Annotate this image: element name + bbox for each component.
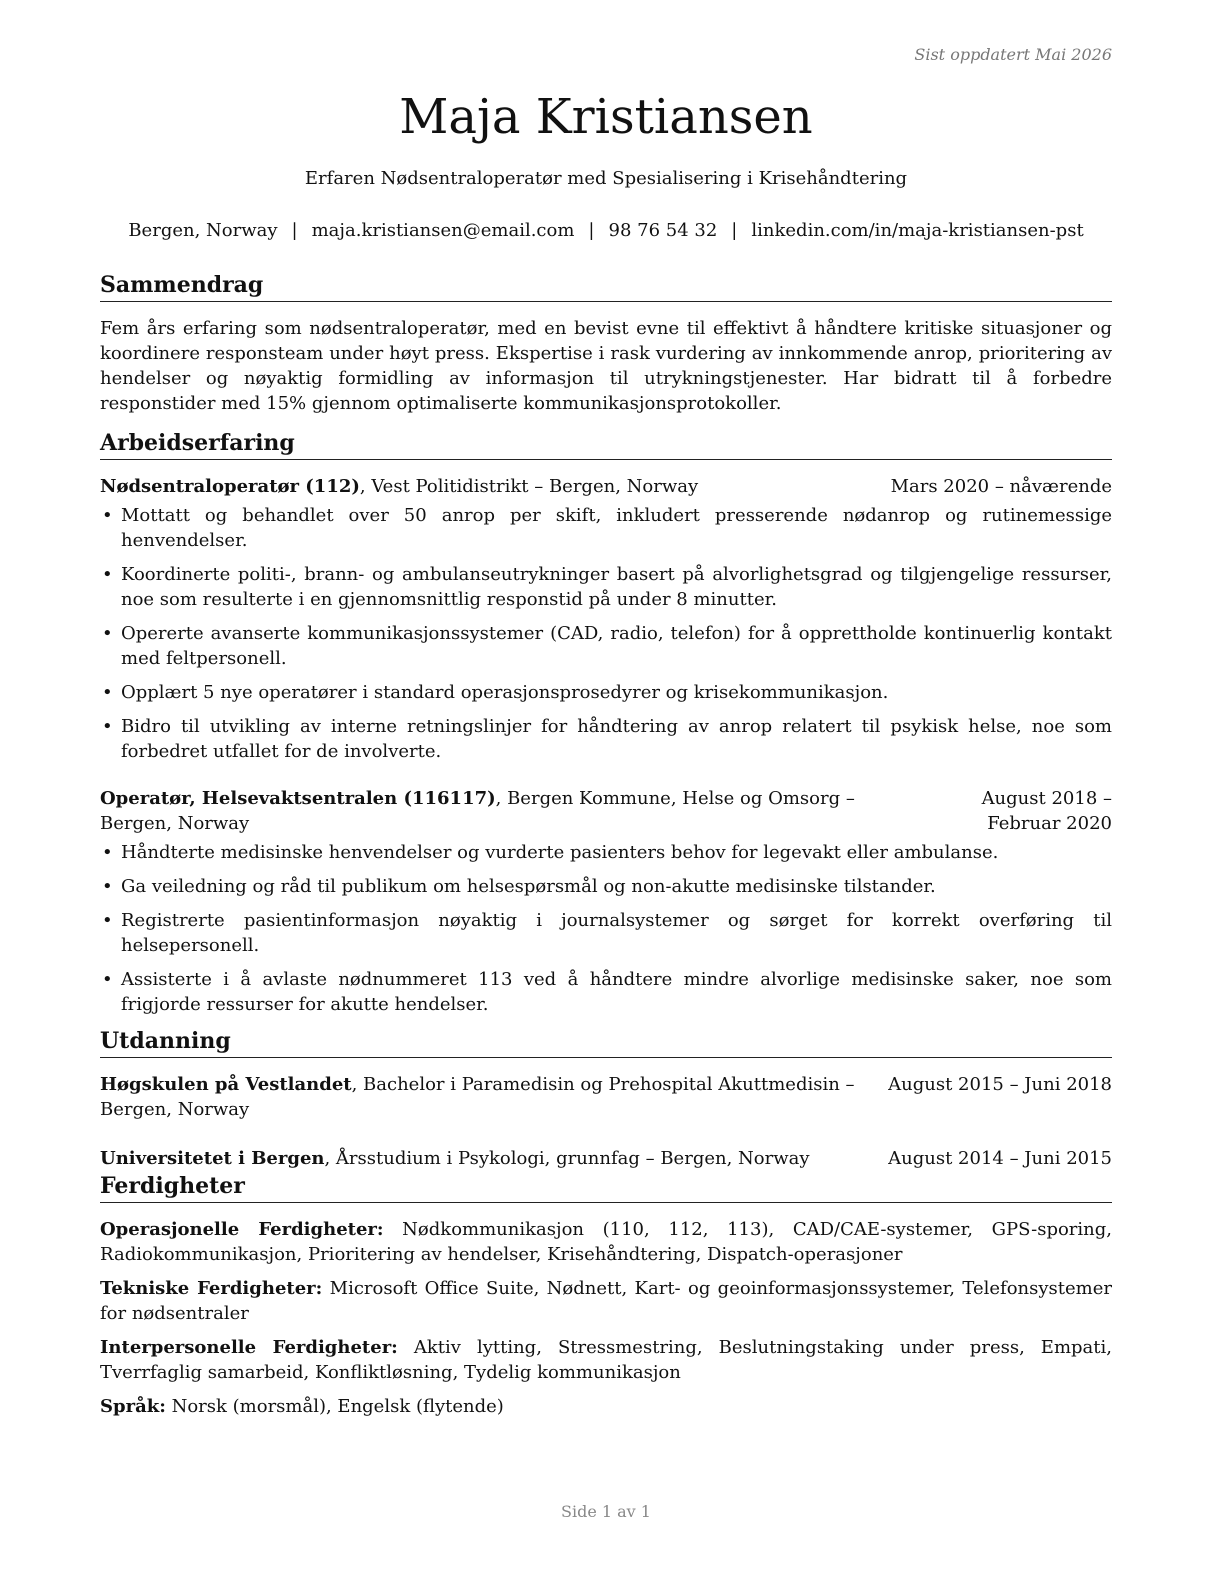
skill-label: Operasjonelle Ferdigheter: [100,1219,384,1240]
skill-label: Interpersonelle Ferdigheter: [100,1337,398,1358]
contact-separator: | [291,220,298,241]
education-school: Høgskulen på Vestlandet [100,1074,352,1095]
education-entry [100,1072,1112,1122]
education-title-line [100,1146,888,1171]
skill-value: Microsoft Office Suite, Nødnett, Kart- og geoinformasjonssystemer, Telefonsystemer for nødsentraler [100,1278,1112,1324]
contact-email[interactable]: maja.kristiansen@email.com [311,220,575,241]
bullet-item: • Assisterte i å avlaste nødnummeret 113 ved å håndtere mindre alvorlige medisinske saker, noe som frigjorde ressurser for akutte hendelser. [100,967,1112,1017]
contact-phone: 98 76 54 32 [608,220,718,241]
resume-page [100,0,1112,1584]
job-dates: Mars 2020 – nåværende [890,476,1112,497]
contact-separator: | [731,220,738,241]
education-dates: August 2015 – Juni 2018 [888,1074,1112,1095]
education-entry [100,1146,1112,1171]
section-title-experience: Arbeidserfaring [100,428,1112,460]
job-role: Operatør, Helsevaktsentralen (116117) [100,788,496,809]
skill-value: Aktiv lytting, Stressmestring, Beslutningstaking under press, Empati, Tverrfaglig samarbeid, Konfliktløsning, Tydelig kommunikasjon [100,1337,1112,1383]
skill-group [100,1217,1112,1267]
bullet-item: • Opererte avanserte kommunikasjonssystemer (CAD, radio, telefon) for å opprettholde kontinuerlig kontakt med feltpersonell. [100,621,1112,671]
bullet-item: • Registrerte pasientinformasjon nøyaktig i journalsystemer og sørget for korrekt overføring til helsepersonell. [100,908,1112,958]
contact-location: Bergen, Norway [128,220,278,241]
summary-text: Fem års erfaring som nødsentraloperatør, med en bevist evne til effektivt å håndtere kritiske situasjoner og koordinere responsteam under høyt press. Ekspertise i rask vurdering av innkommende anrop, prioritering av hendelser og nøyaktig formidling av informasjon til utrykningstjenester. Har bidratt til å forbedre responstider med 15% gjennom optimaliserte kommunikasjonsprotokoller. [100,318,1112,414]
job-header [100,786,1112,836]
bullet-item: • Ga veiledning og råd til publikum om helsespørsmål og non-akutte medisinske tilstander. [100,874,1112,899]
last-updated: Sist oppdatert Mai 2026 [914,45,1112,64]
education-school: Universitetet i Bergen [100,1148,325,1169]
education-detail: , Årsstudium i Psykologi, grunnfag – Bergen, Norway [324,1148,810,1169]
section-title-summary: Sammendrag [100,270,1112,302]
contact-line [100,220,1112,241]
bullet-item: • Håndterte medisinske henvendelser og vurderte pasienters behov for legevakt eller ambulanse. [100,840,1112,865]
skill-label: Språk: [100,1396,166,1417]
job-role: Nødsentraloperatør (112) [100,476,360,497]
job-header [100,474,1112,499]
bullet-item: • Mottatt og behandlet over 50 anrop per skift, inkludert presserende nødanrop og rutinemessige henvendelser. [100,503,1112,553]
contact-separator: | [588,220,595,241]
resume-content [100,270,1112,1428]
job-org: , Bergen Kommune, Helse og Omsorg – Bergen, Norway [100,788,855,834]
job-entry [100,786,1112,1017]
skill-group [100,1394,1112,1419]
skills-list [100,1217,1112,1419]
bullet-item: • Koordinerte politi-, brann- og ambulanseutrykninger basert på alvorlighetsgrad og tilgjengelige ressurser, noe som resulterte i en gjennomsnittlig responstid på under 8 minutter. [100,562,1112,612]
skill-group [100,1335,1112,1385]
education-list [100,1072,1112,1171]
page-number: Side 1 av 1 [561,1502,651,1521]
job-entry [100,474,1112,764]
contact-linkedin[interactable]: linkedin.com/in/maja-kristiansen-pst [751,220,1084,241]
education-title-line [100,1072,888,1122]
skill-group [100,1276,1112,1326]
job-title-line [100,474,891,499]
job-title-line [100,786,940,836]
job-bullets [100,503,1112,764]
section-title-skills: Ferdigheter [100,1171,1112,1203]
skill-label: Tekniske Ferdigheter: [100,1278,323,1299]
candidate-name: Maja Kristiansen [399,89,813,145]
job-bullets [100,840,1112,1017]
skill-value: Norsk (morsmål), Engelsk (flytende) [165,1396,504,1417]
section-title-education: Utdanning [100,1026,1112,1058]
education-dates: August 2014 – Juni 2015 [888,1148,1112,1169]
education-detail: , Bachelor i Paramedisin og Prehospital Akuttmedisin – Bergen, Norway [100,1074,855,1120]
bullet-item: • Bidro til utvikling av interne retningslinjer for håndtering av anrop relatert til psykisk helse, noe som forbedret utfallet for de involverte. [100,714,1112,764]
headline: Erfaren Nødsentraloperatør med Spesialisering i Krisehåndtering [304,168,908,189]
job-org: , Vest Politidistrikt – Bergen, Norway [359,476,699,497]
job-dates: August 2018 – Februar 2020 [981,788,1112,834]
skill-value: Nødkommunikasjon (110, 112, 113), CAD/CAE-systemer, GPS-sporing, Radiokommunikasjon, Prioritering av hendelser, Krisehåndtering, Dispatch-operasjoner [100,1219,1113,1265]
bullet-item: • Opplært 5 nye operatører i standard operasjonsprosedyrer og krisekommunikasjon. [100,680,1112,705]
